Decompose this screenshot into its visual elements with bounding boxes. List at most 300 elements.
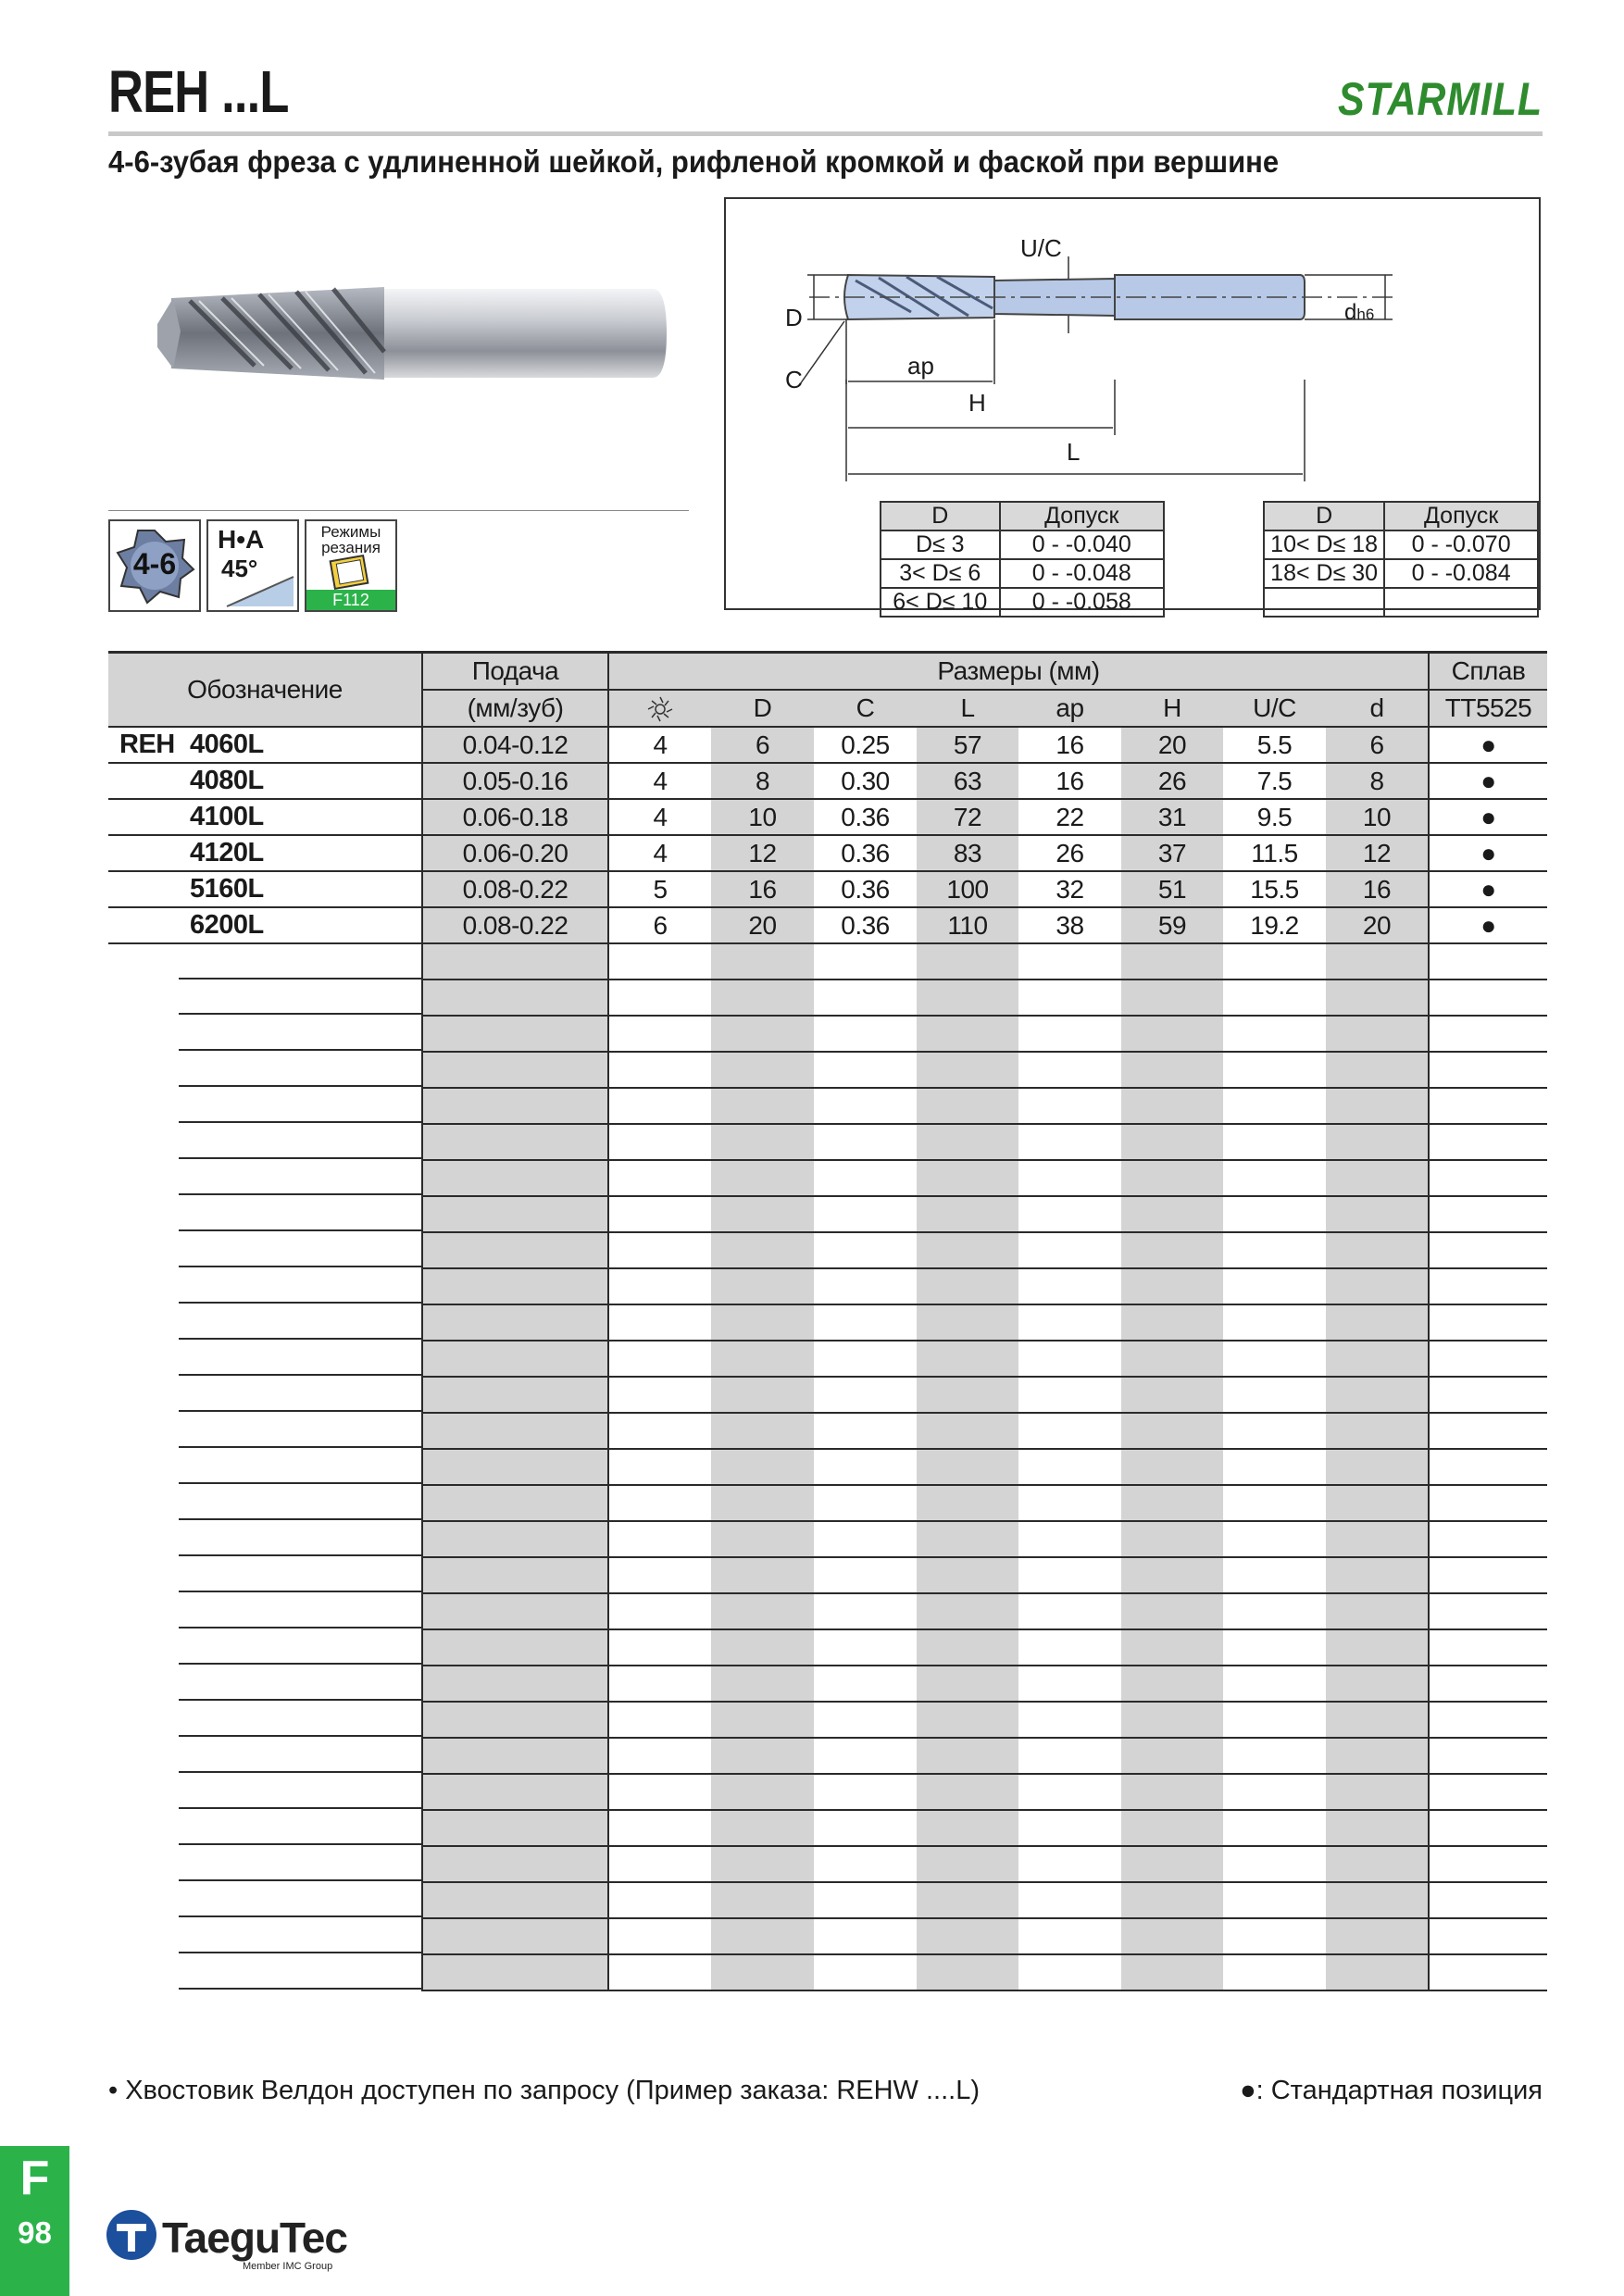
col-header-H: H — [1121, 690, 1223, 727]
dim-cell-C — [814, 1810, 917, 1846]
dim-cell-D — [711, 1702, 814, 1738]
feed-cell — [422, 1774, 608, 1810]
dim-cell-z — [608, 1738, 711, 1774]
dim-cell-L — [917, 1304, 1018, 1341]
dim-cell-D — [711, 1918, 814, 1954]
stock-cell — [1429, 1485, 1547, 1521]
tolerance-table-right — [1263, 501, 1539, 618]
table-row — [108, 871, 1547, 907]
helix-label: H•A — [218, 525, 265, 554]
row-rule — [179, 1594, 421, 1628]
dim-cell-z — [608, 943, 711, 980]
feed-cell — [422, 1882, 608, 1918]
row-rule — [179, 1522, 421, 1556]
dim-cell-ap — [1018, 1629, 1121, 1666]
col-header-grade: TT5525 — [1429, 690, 1547, 727]
empty-row — [108, 1593, 1547, 1629]
dim-cell-UC — [1223, 1268, 1326, 1304]
dim-cell-z — [608, 1196, 711, 1232]
dim-cell-d: 16 — [1326, 871, 1429, 907]
dim-cell-ap — [1018, 1810, 1121, 1846]
empty-row — [108, 1918, 1547, 1954]
empty-row — [108, 1052, 1547, 1088]
row-rule — [179, 1161, 421, 1195]
dim-cell-UC — [1223, 1088, 1326, 1124]
stock-cell — [1429, 1882, 1547, 1918]
dim-cell-C — [814, 1160, 917, 1196]
modes-page-ref[interactable]: F112 — [306, 590, 395, 610]
designation-code: 4080L — [190, 766, 264, 795]
feed-cell — [422, 1088, 608, 1124]
dim-cell-H — [1121, 943, 1223, 980]
dim-cell-z — [608, 1557, 711, 1593]
feed-cell — [422, 1016, 608, 1052]
dim-cell-z — [608, 980, 711, 1016]
feed-cell — [422, 1341, 608, 1377]
dim-cell-d — [1326, 1232, 1429, 1268]
table-row — [108, 727, 1547, 763]
col-header-dimensions: Размеры (мм) — [608, 653, 1429, 691]
feed-cell: 0.08-0.22 — [422, 907, 608, 943]
dim-cell-D — [711, 1557, 814, 1593]
teeth-count-badge — [108, 519, 201, 612]
stock-cell — [1429, 1918, 1547, 1954]
dim-cell-C — [814, 1774, 917, 1810]
dim-cell-L — [917, 1268, 1018, 1304]
col-header-feed-unit: (мм/зуб) — [422, 690, 608, 727]
modes-label-2: резания — [321, 539, 381, 556]
designation-cell — [108, 1052, 422, 1088]
dim-cell-ap — [1018, 1449, 1121, 1485]
length-dimensions — [726, 380, 1539, 491]
row-rule — [179, 1017, 421, 1051]
dim-cell-D — [711, 1810, 814, 1846]
label-ap: ap — [907, 352, 934, 380]
cutting-modes-badge[interactable] — [305, 519, 397, 612]
dim-cell-d — [1326, 1124, 1429, 1160]
dim-cell-ap — [1018, 1413, 1121, 1449]
dim-cell-UC — [1223, 1666, 1326, 1702]
stock-cell — [1429, 1954, 1547, 1990]
dim-cell-L — [917, 1052, 1018, 1088]
dim-cell-H: 26 — [1121, 763, 1223, 799]
dim-cell-D — [711, 1774, 814, 1810]
dim-cell-UC — [1223, 1593, 1326, 1629]
dim-cell-D — [711, 1846, 814, 1882]
table-row — [108, 907, 1547, 943]
stock-cell — [1429, 1629, 1547, 1666]
dim-cell-H — [1121, 1341, 1223, 1377]
dim-cell-H — [1121, 1413, 1223, 1449]
row-rule — [179, 1703, 421, 1737]
dim-cell-C — [814, 1196, 917, 1232]
empty-row — [108, 1485, 1547, 1521]
feed-cell — [422, 1052, 608, 1088]
dim-cell-H — [1121, 1702, 1223, 1738]
designation-cell — [108, 799, 422, 835]
dim-cell-d: 8 — [1326, 763, 1429, 799]
dim-cell-z — [608, 1521, 711, 1557]
dim-cell-L: 83 — [917, 835, 1018, 871]
dim-cell-d: 20 — [1326, 907, 1429, 943]
end-mill-drawing — [726, 199, 1539, 384]
stock-cell — [1429, 1268, 1547, 1304]
dim-cell-UC — [1223, 1449, 1326, 1485]
brand-logo: STARMILL — [1337, 73, 1543, 125]
feed-cell — [422, 943, 608, 980]
dim-cell-d — [1326, 1521, 1429, 1557]
dim-cell-z — [608, 1052, 711, 1088]
dim-cell-C — [814, 1124, 917, 1160]
dim-cell-D: 8 — [711, 763, 814, 799]
col-header-feed: Подача — [422, 653, 608, 691]
dim-cell-d — [1326, 1738, 1429, 1774]
row-rule — [179, 1269, 421, 1304]
feed-cell — [422, 1268, 608, 1304]
dim-cell-z: 4 — [608, 763, 711, 799]
feed-cell — [422, 1593, 608, 1629]
dim-cell-ap — [1018, 1521, 1121, 1557]
tol-value — [1384, 588, 1538, 617]
dim-cell-H — [1121, 1593, 1223, 1629]
dim-cell-C — [814, 1954, 917, 1990]
col-header-d: d — [1326, 690, 1429, 727]
row-rule — [179, 1847, 421, 1881]
dim-cell-z — [608, 1160, 711, 1196]
dim-cell-C — [814, 1629, 917, 1666]
dim-cell-L — [917, 980, 1018, 1016]
dim-cell-d — [1326, 1666, 1429, 1702]
designation-prefix: REH — [119, 730, 175, 759]
dim-cell-d — [1326, 1016, 1429, 1052]
dim-cell-UC — [1223, 1882, 1326, 1918]
stock-cell — [1429, 1449, 1547, 1485]
row-rule — [179, 1089, 421, 1123]
empty-row — [108, 1738, 1547, 1774]
dim-cell-C — [814, 943, 917, 980]
designation-cell — [108, 1485, 422, 1521]
feed-cell — [422, 1160, 608, 1196]
dim-cell-L — [917, 1232, 1018, 1268]
dim-cell-z — [608, 1593, 711, 1629]
dim-cell-d: 6 — [1326, 727, 1429, 763]
dim-cell-UC — [1223, 1413, 1326, 1449]
dim-cell-L — [917, 1774, 1018, 1810]
dim-cell-ap — [1018, 1304, 1121, 1341]
dim-cell-D — [711, 1377, 814, 1413]
dim-cell-L: 72 — [917, 799, 1018, 835]
dim-cell-z — [608, 1774, 711, 1810]
dim-cell-UC: 15.5 — [1223, 871, 1326, 907]
row-rule — [179, 1378, 421, 1412]
dim-cell-z: 5 — [608, 871, 711, 907]
dim-cell-ap: 22 — [1018, 799, 1121, 835]
empty-row — [108, 1846, 1547, 1882]
dim-cell-L — [917, 1593, 1018, 1629]
dim-cell-z — [608, 1016, 711, 1052]
dim-cell-H — [1121, 1052, 1223, 1088]
dim-cell-D: 12 — [711, 835, 814, 871]
row-rule — [179, 1666, 421, 1701]
stock-cell — [1429, 943, 1547, 980]
feed-cell: 0.06-0.18 — [422, 799, 608, 835]
dim-cell-D — [711, 1593, 814, 1629]
dim-cell-C — [814, 1232, 917, 1268]
dim-cell-C — [814, 1521, 917, 1557]
dim-cell-d — [1326, 980, 1429, 1016]
icon-divider — [108, 510, 689, 511]
stock-cell — [1429, 1377, 1547, 1413]
dim-cell-ap — [1018, 1124, 1121, 1160]
designation-cell — [108, 1016, 422, 1052]
col-header-alloy: Сплав — [1429, 653, 1547, 691]
col-header-ap: ap — [1018, 690, 1121, 727]
dim-cell-d — [1326, 1052, 1429, 1088]
dim-cell-UC — [1223, 1774, 1326, 1810]
dim-cell-D — [711, 1413, 814, 1449]
stock-cell — [1429, 1557, 1547, 1593]
stock-cell — [1429, 1088, 1547, 1124]
page-subtitle: 4-6-зубая фреза с удлиненной шейкой, рифленой кромкой и фаской при вершине — [108, 144, 1280, 179]
label-d: D — [785, 304, 803, 331]
stock-cell: ● — [1429, 835, 1547, 871]
dim-cell-L: 57 — [917, 727, 1018, 763]
dim-cell-C — [814, 1485, 917, 1521]
dim-cell-ap — [1018, 980, 1121, 1016]
feed-cell — [422, 1232, 608, 1268]
row-rule — [179, 1053, 421, 1087]
tol-range: 6< D≤ 10 — [881, 588, 1000, 617]
designation-cell — [108, 763, 422, 799]
dim-cell-H — [1121, 1088, 1223, 1124]
dim-cell-L — [917, 1485, 1018, 1521]
dim-cell-z — [608, 1232, 711, 1268]
dim-cell-D — [711, 943, 814, 980]
row-rule — [179, 1775, 421, 1809]
tol-header-tolerance: Допуск — [1000, 502, 1164, 530]
label-dh6-main: d — [1344, 300, 1357, 325]
dim-cell-H: 37 — [1121, 835, 1223, 871]
tolerance-table-left — [880, 501, 1165, 618]
dim-cell-D — [711, 1304, 814, 1341]
row-rule — [179, 1955, 421, 1990]
row-rule — [179, 1883, 421, 1917]
stock-cell: ● — [1429, 907, 1547, 943]
designation-code: 6200L — [190, 910, 264, 940]
designation-cell — [108, 1918, 422, 1954]
dim-cell-UC — [1223, 943, 1326, 980]
stock-cell — [1429, 1738, 1547, 1774]
stock-cell — [1429, 1666, 1547, 1702]
col-header-designation: Обозначение — [108, 653, 422, 728]
tol-header-tolerance: Допуск — [1384, 502, 1538, 530]
dim-cell-D — [711, 1666, 814, 1702]
empty-row — [108, 1557, 1547, 1593]
dim-cell-ap: 16 — [1018, 763, 1121, 799]
empty-row — [108, 1702, 1547, 1738]
dim-cell-ap — [1018, 1918, 1121, 1954]
dim-cell-H — [1121, 1485, 1223, 1521]
designation-cell — [108, 1702, 422, 1738]
dim-cell-L — [917, 1521, 1018, 1557]
feed-cell: 0.08-0.22 — [422, 871, 608, 907]
dim-cell-H — [1121, 1124, 1223, 1160]
dim-cell-UC: 19.2 — [1223, 907, 1326, 943]
designation-cell — [108, 1449, 422, 1485]
dim-cell-UC — [1223, 1160, 1326, 1196]
dim-cell-H — [1121, 1232, 1223, 1268]
dim-cell-C — [814, 1846, 917, 1882]
dim-cell-H — [1121, 1810, 1223, 1846]
dim-cell-H — [1121, 1918, 1223, 1954]
dim-cell-z — [608, 1666, 711, 1702]
designation-cell — [108, 727, 422, 763]
dim-cell-ap — [1018, 1666, 1121, 1702]
dim-cell-C — [814, 1918, 917, 1954]
dim-cell-H — [1121, 1738, 1223, 1774]
stock-cell — [1429, 1341, 1547, 1377]
stock-cell — [1429, 1052, 1547, 1088]
dim-cell-ap — [1018, 1485, 1121, 1521]
stock-cell — [1429, 1810, 1547, 1846]
dim-cell-ap — [1018, 1846, 1121, 1882]
table-row — [108, 799, 1547, 835]
dim-cell-D: 20 — [711, 907, 814, 943]
label-dh6-sub: h6 — [1356, 306, 1375, 323]
empty-row — [108, 1449, 1547, 1485]
dim-cell-d — [1326, 1954, 1429, 1990]
row-rule — [179, 1739, 421, 1773]
feed-cell — [422, 1629, 608, 1666]
dim-cell-D — [711, 1738, 814, 1774]
label-l: L — [1067, 438, 1081, 466]
dim-cell-C — [814, 1666, 917, 1702]
dim-cell-D — [711, 1485, 814, 1521]
dim-cell-H — [1121, 1882, 1223, 1918]
dim-cell-UC: 5.5 — [1223, 727, 1326, 763]
dim-cell-L — [917, 1196, 1018, 1232]
dim-cell-ap — [1018, 1702, 1121, 1738]
empty-row — [108, 943, 1547, 980]
dim-cell-UC — [1223, 980, 1326, 1016]
dim-cell-C: 0.36 — [814, 907, 917, 943]
dim-cell-H — [1121, 1196, 1223, 1232]
dim-cell-ap — [1018, 1341, 1121, 1377]
stock-cell — [1429, 1160, 1547, 1196]
col-header-flutes — [608, 690, 711, 727]
stock-cell: ● — [1429, 799, 1547, 835]
dim-cell-ap — [1018, 1268, 1121, 1304]
stock-cell — [1429, 1304, 1547, 1341]
empty-row — [108, 1666, 1547, 1702]
dim-cell-H — [1121, 1774, 1223, 1810]
dim-cell-H — [1121, 1304, 1223, 1341]
feed-cell — [422, 1485, 608, 1521]
col-header-D: D — [711, 690, 814, 727]
dim-cell-ap: 16 — [1018, 727, 1121, 763]
footnote-standard: ●: Стандартная позиция — [1240, 2076, 1543, 2105]
dim-cell-z — [608, 1413, 711, 1449]
dim-cell-H — [1121, 1666, 1223, 1702]
dim-cell-ap — [1018, 1882, 1121, 1918]
dim-cell-H — [1121, 1629, 1223, 1666]
page-title: REH ...L — [108, 58, 289, 125]
dim-cell-z — [608, 1918, 711, 1954]
stock-cell — [1429, 1232, 1547, 1268]
dim-cell-UC — [1223, 1738, 1326, 1774]
dim-cell-L — [917, 1088, 1018, 1124]
dim-cell-d — [1326, 1810, 1429, 1846]
tol-value: 0 - -0.070 — [1384, 530, 1538, 559]
dim-cell-z — [608, 1304, 711, 1341]
dim-cell-ap — [1018, 1052, 1121, 1088]
dim-cell-C — [814, 1016, 917, 1052]
designation-code: 4120L — [190, 838, 264, 867]
feed-cell: 0.06-0.20 — [422, 835, 608, 871]
dim-cell-C — [814, 980, 917, 1016]
empty-row — [108, 1882, 1547, 1918]
designation-cell — [108, 1413, 422, 1449]
dim-cell-C — [814, 1052, 917, 1088]
dim-cell-ap — [1018, 1232, 1121, 1268]
designation-cell — [108, 1521, 422, 1557]
dim-cell-H — [1121, 1954, 1223, 1990]
feed-cell — [422, 1918, 608, 1954]
dim-cell-L — [917, 1016, 1018, 1052]
dim-cell-D — [711, 1016, 814, 1052]
dim-cell-D — [711, 1954, 814, 1990]
tol-range: D≤ 3 — [881, 530, 1000, 559]
product-table — [108, 651, 1547, 1991]
helix-angle-badge — [206, 519, 299, 612]
footnote-weldon: • Хвостовик Велдон доступен по запросу (Пример заказа: REHW ....L) — [108, 2076, 980, 2105]
section-letter: F — [19, 2152, 50, 2205]
table-row — [108, 835, 1547, 871]
dim-cell-C — [814, 1449, 917, 1485]
dim-cell-UC: 9.5 — [1223, 799, 1326, 835]
dim-cell-L: 110 — [917, 907, 1018, 943]
dim-cell-C — [814, 1702, 917, 1738]
dim-cell-UC — [1223, 1954, 1326, 1990]
dim-cell-d — [1326, 943, 1429, 980]
dim-cell-L — [917, 1629, 1018, 1666]
feed-cell — [422, 1810, 608, 1846]
tol-value: 0 - -0.058 — [1000, 588, 1164, 617]
teeth-count-label: 4-6 — [132, 547, 177, 580]
dim-cell-d — [1326, 1557, 1429, 1593]
dim-cell-z — [608, 1882, 711, 1918]
designation-cell — [108, 1124, 422, 1160]
dim-cell-d — [1326, 1882, 1429, 1918]
header-divider — [108, 131, 1543, 136]
row-rule — [179, 1486, 421, 1520]
dim-cell-d — [1326, 1268, 1429, 1304]
dim-cell-D — [711, 1629, 814, 1666]
dim-cell-D — [711, 1341, 814, 1377]
dim-cell-z — [608, 1268, 711, 1304]
dim-cell-d — [1326, 1629, 1429, 1666]
dim-cell-L: 63 — [917, 763, 1018, 799]
dim-cell-C: 0.30 — [814, 763, 917, 799]
designation-cell — [108, 1377, 422, 1413]
dim-cell-d: 12 — [1326, 835, 1429, 871]
dim-cell-L — [917, 1413, 1018, 1449]
designation-code: 4060L — [190, 730, 264, 759]
label-c: C — [785, 366, 803, 393]
stock-cell — [1429, 1016, 1547, 1052]
helix-angle-value: 45° — [221, 555, 258, 582]
dim-cell-C — [814, 1377, 917, 1413]
